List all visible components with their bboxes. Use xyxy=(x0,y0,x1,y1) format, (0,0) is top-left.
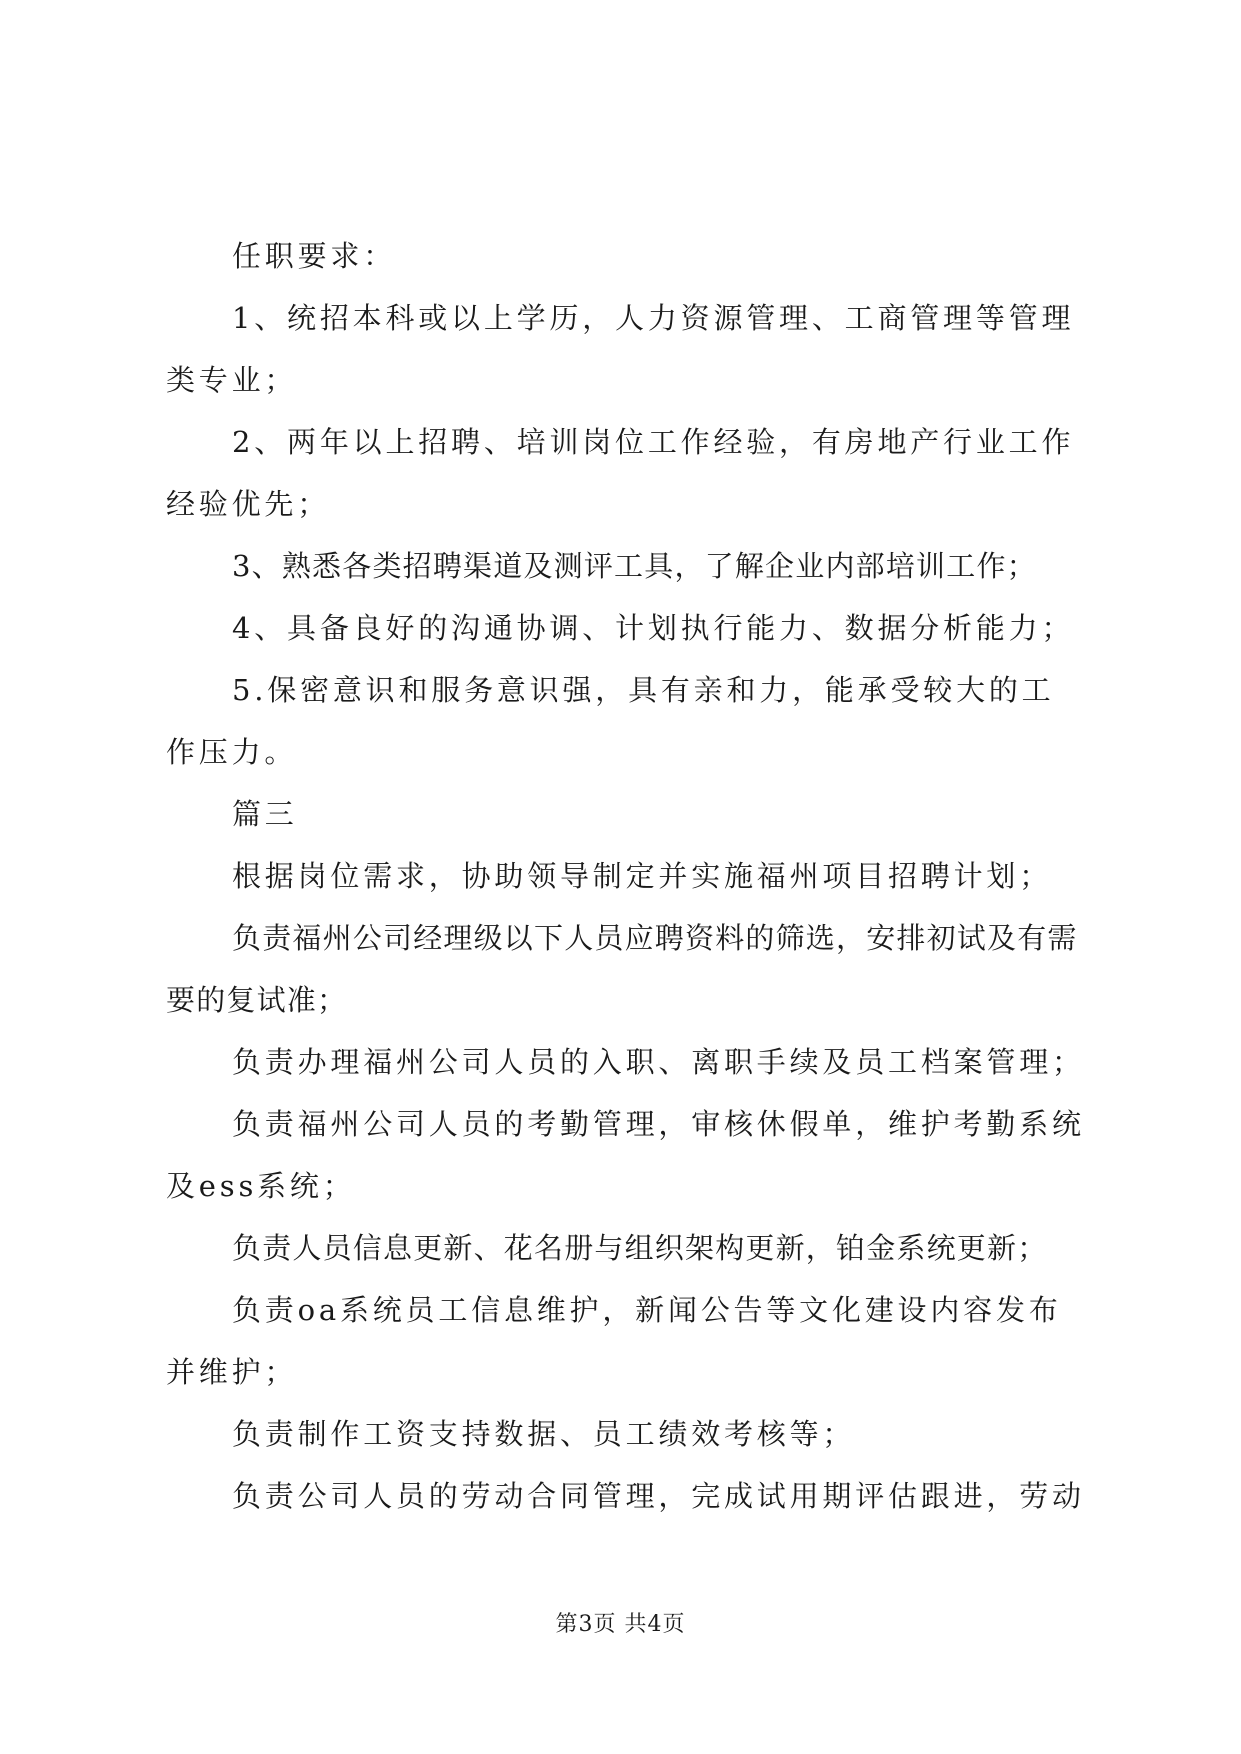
paragraph-duty-5: 负责人员信息更新、花名册与组织架构更新，铂金系统更新； xyxy=(232,1231,1048,1265)
paragraph-duty-3: 负责办理福州公司人员的入职、离职手续及员工档案管理； xyxy=(232,1045,1085,1079)
paragraph-duty-4: 负责福州公司人员的考勤管理，审核休假单，维护考勤系统及ess系统； xyxy=(166,1107,1085,1203)
paragraph-requirements-heading: 任职要求： xyxy=(232,239,397,273)
document-body xyxy=(166,225,1086,1527)
paragraph-section-heading: 篇三 xyxy=(232,797,298,831)
paragraph-requirement-5: 5.保密意识和服务意识强，具有亲和力，能承受较大的工作压力。 xyxy=(166,673,1055,769)
paragraph-duty-2: 负责福州公司经理级以下人员应聘资料的筛选，安排初试及有需要的复试准； xyxy=(166,921,1078,1017)
paragraph-requirement-2: 2、两年以上招聘、培训岗位工作经验，有房地产行业工作经验优先； xyxy=(166,425,1075,521)
paragraph-duty-7: 负责制作工资支持数据、员工绩效考核等； xyxy=(232,1417,856,1451)
paragraph-requirement-1: 1、统招本科或以上学历，人力资源管理、工商管理等管理类专业； xyxy=(166,301,1075,397)
paragraph-requirement-3: 3、熟悉各类招聘渠道及测评工具，了解企业内部培训工作； xyxy=(232,549,1037,583)
paragraph-duty-8: 负责公司人员的劳动合同管理，完成试用期评估跟进，劳动 xyxy=(232,1479,1085,1513)
paragraph-duty-1: 根据岗位需求，协助领导制定并实施福州项目招聘计划； xyxy=(232,859,1053,893)
page-footer xyxy=(0,1610,1241,1640)
paragraph-duty-6: 负责oa系统员工信息维护，新闻公告等文化建设内容发布并维护； xyxy=(166,1293,1062,1389)
paragraph-requirement-4: 4、具备良好的沟通协调、计划执行能力、数据分析能力； xyxy=(232,611,1075,645)
page-number-label: 第3页 共4页 xyxy=(555,1612,686,1637)
